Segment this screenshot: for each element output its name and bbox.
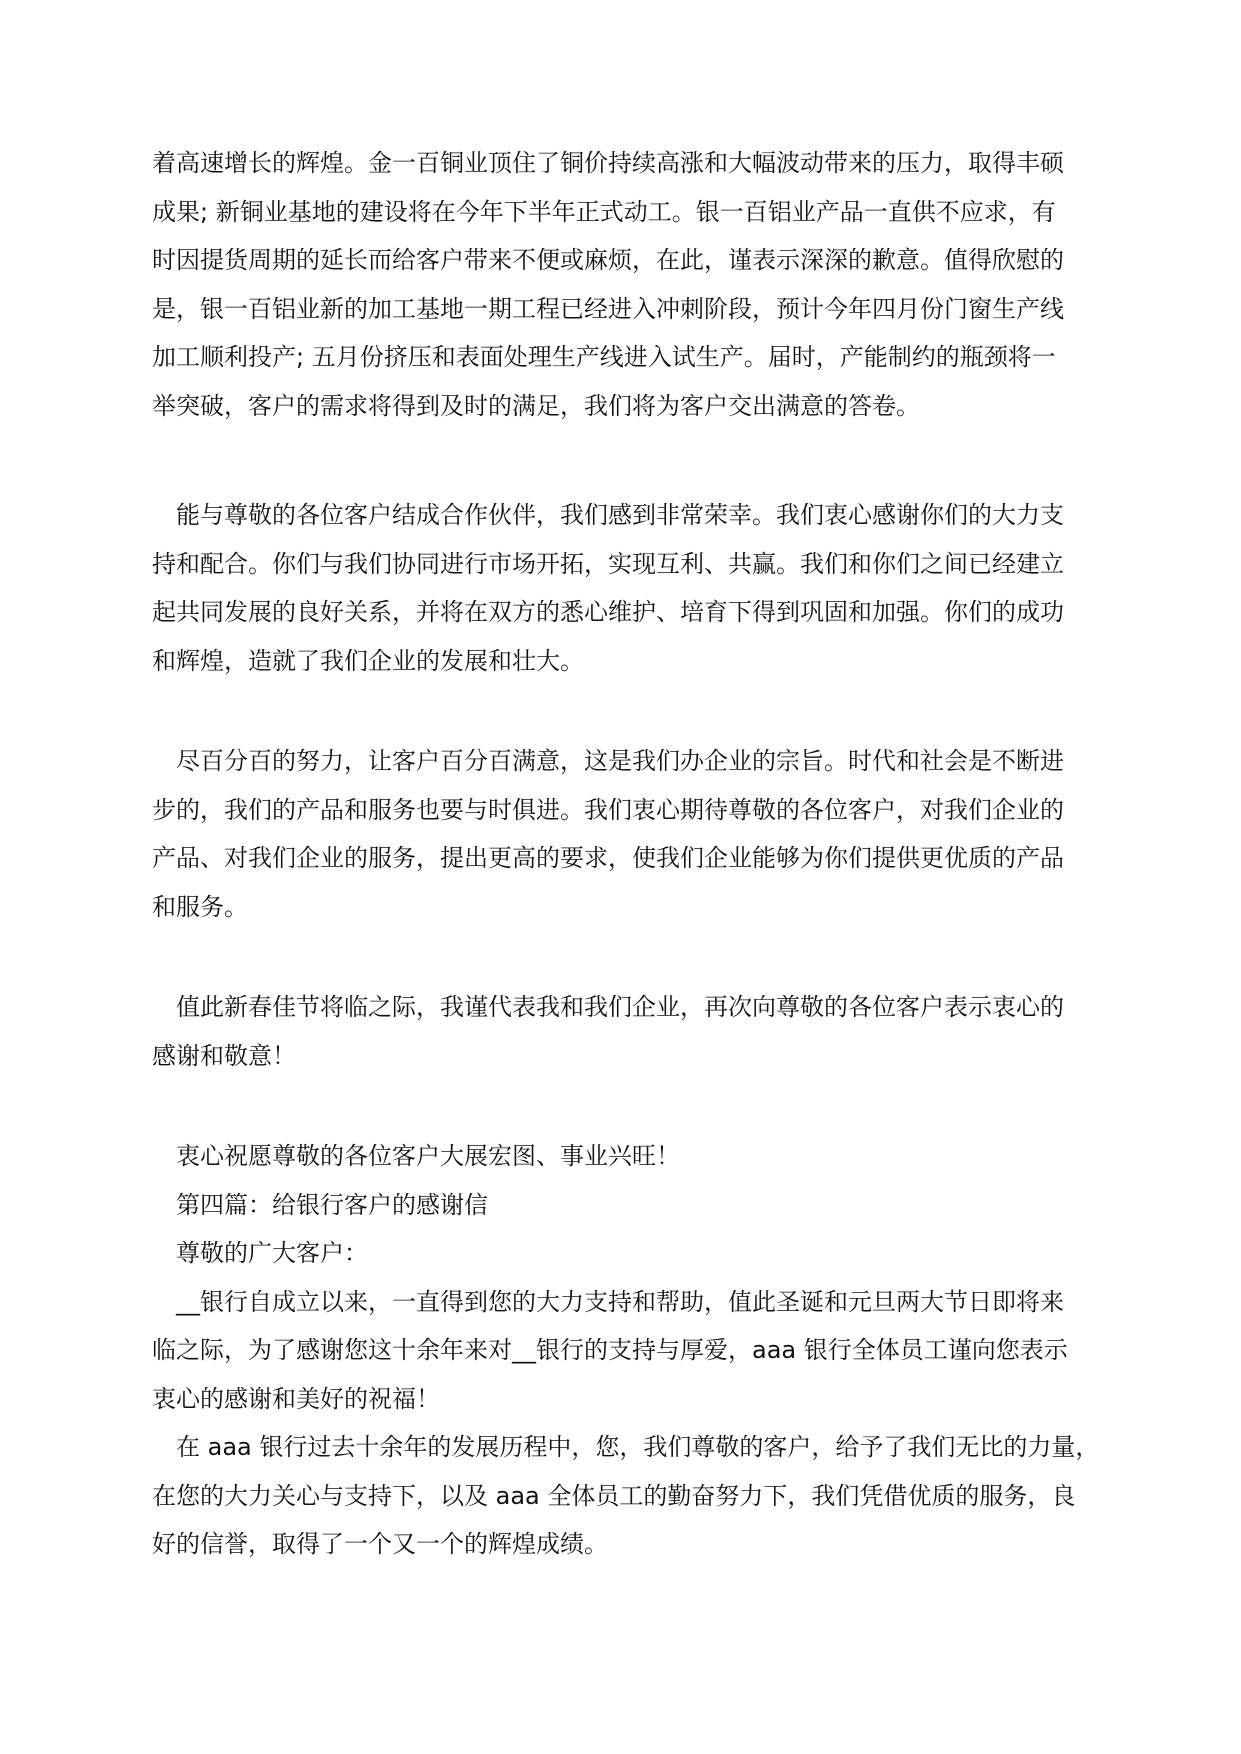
paragraph-2-line-3: 起共同发展的良好关系，并将在双方的悉心维护、培育下得到巩固和加强。你们的成功 <box>152 598 1064 626</box>
paragraph-3-line-2: 步的，我们的产品和服务也要与时俱进。我们衷心期待尊敬的各位客户，对我们企业的 <box>152 795 1064 824</box>
paragraph-1-line-5: 加工顺利投产; 五月份挤压和表面处理生产线进入试生产。届时，产能制约的瓶颈将一 <box>152 343 1056 371</box>
paragraph-1-line-6: 举突破，客户的需求将得到及时的满足，我们将为客户交出满意的答卷。 <box>152 391 920 420</box>
section-heading: 第四篇：给银行客户的感谢信 <box>176 1190 488 1219</box>
paragraph-2-line-1: 能与尊敬的各位客户结成合作伙伴，我们感到非常荣幸。我们衷心感谢你们的大力支 <box>176 501 1064 529</box>
letter-line-3: 衷心的感谢和美好的祝福！ <box>152 1384 440 1413</box>
paragraph-1-line-4: 是，银一百铝业新的加工基地一期工程已经进入冲刺阶段，预计今年四月份门窗生产线 <box>152 294 1064 323</box>
paragraph-1-line-1: 着高速增长的辉煌。金一百铜业顶住了铜价持续高涨和大幅波动带来的压力，取得丰硕 <box>152 149 1064 177</box>
paragraph-2-line-2: 持和配合。你们与我们协同进行市场开拓，实现互利、共赢。我们和你们之间已经建立 <box>152 549 1064 578</box>
closing-wish: 衷心祝愿尊敬的各位客户大展宏图、事业兴旺！ <box>176 1142 680 1170</box>
paragraph-4 <box>152 983 1092 1080</box>
paragraph-2-line-4: 和辉煌，造就了我们企业的发展和壮大。 <box>152 646 584 675</box>
paragraph-3-line-3: 产品、对我们企业的服务，提出更高的要求，使我们企业能够为你们提供更优质的产品 <box>152 844 1064 872</box>
letter-line-2: 临之际，为了感谢您这十余年来对__银行的支持与厚爱，aaa 银行全体员工谨向您表示 <box>152 1336 1068 1364</box>
paragraph-3-line-4: 和服务。 <box>152 892 248 921</box>
paragraph-4-line-2: 感谢和敬意！ <box>152 1041 296 1070</box>
paragraph-1 <box>152 139 1092 430</box>
letter-line-6: 好的信誉，取得了一个又一个的辉煌成绩。 <box>152 1530 608 1558</box>
paragraph-2 <box>152 491 1092 685</box>
letter-line-1: __银行自成立以来，一直得到您的大力支持和帮助，值此圣诞和元旦两大节日即将来 <box>176 1287 1064 1316</box>
paragraph-1-line-2: 成果; 新铜业基地的建设将在今年下半年正式动工。银一百铝业产品一直供不应求，有 <box>152 197 1056 226</box>
paragraph-4-line-1: 值此新春佳节将临之际，我谨代表我和我们企业，再次向尊敬的各位客户表示衷心的 <box>176 993 1064 1021</box>
paragraph-3-line-1: 尽百分百的努力，让客户百分百满意，这是我们办企业的宗旨。时代和社会是不断进 <box>176 747 1064 775</box>
paragraph-3 <box>152 737 1092 931</box>
paragraph-1-line-3: 时因提货周期的延长而给客户带来不便或麻烦，在此，谨表示深深的歉意。值得欣慰的 <box>152 246 1064 274</box>
letter-line-5: 在您的大力关心与支持下，以及 aaa 全体员工的勤奋努力下，我们凭借优质的服务，良 <box>152 1481 1076 1510</box>
letter-line-4: 在 aaa 银行过去十余年的发展历程中，您，我们尊敬的客户，给予了我们无比的力量， <box>176 1433 1100 1461</box>
paragraph-5 <box>152 1132 1100 1569</box>
salutation: 尊敬的广大客户： <box>176 1239 368 1267</box>
